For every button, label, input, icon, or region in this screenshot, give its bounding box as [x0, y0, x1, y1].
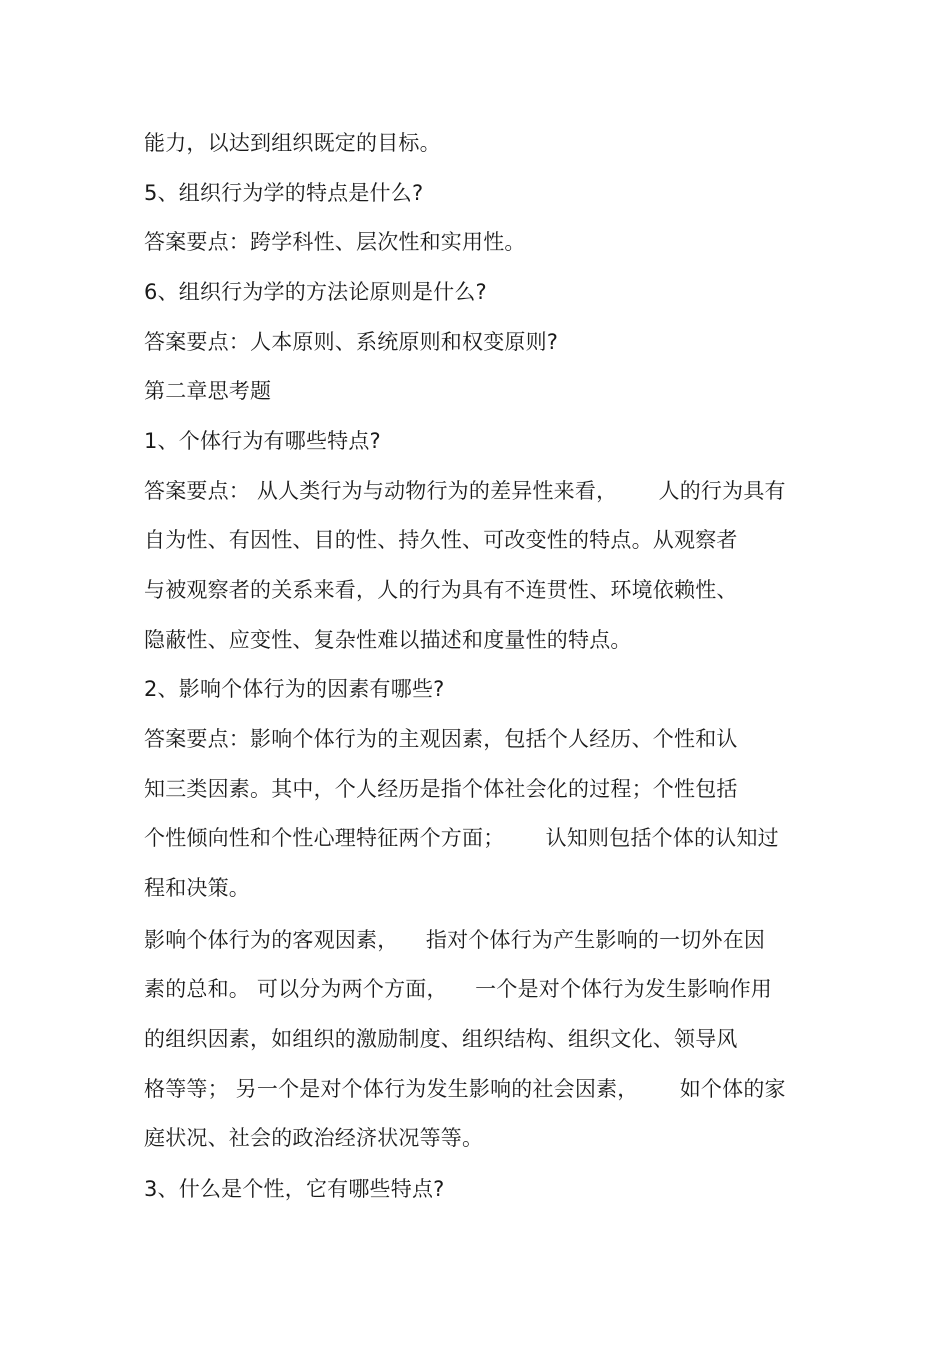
- question-5: 5、组织行为学的特点是什么?: [144, 181, 424, 205]
- answer-2-line: 个性倾向性和个性心理特征两个方面； 认知则包括个体的认知过: [144, 826, 779, 850]
- answer-2-line: 知三类因素。其中，个人经历是指个体社会化的过程；个性包括: [144, 777, 738, 801]
- question-1: 1、个体行为有哪些特点?: [144, 429, 381, 453]
- text-line: 能力，以达到组织既定的目标。: [144, 131, 441, 155]
- answer-2-line: 格等等； 另一个是对个体行为发生影响的社会因素， 如个体的家: [144, 1077, 786, 1101]
- question-6: 6、组织行为学的方法论原则是什么?: [144, 280, 487, 304]
- answer-2-line: 素的总和。 可以分为两个方面， 一个是对个体行为发生影响作用: [144, 977, 772, 1001]
- answer-2-line: 影响个体行为的客观因素， 指对个体行为产生影响的一切外在因: [144, 928, 766, 952]
- answer-1-line: 自为性、有因性、目的性、持久性、可改变性的特点。从观察者: [144, 528, 738, 552]
- question-2: 2、影响个体行为的因素有哪些?: [144, 677, 445, 701]
- answer-2-line: 程和决策。: [144, 876, 250, 900]
- answer-1-line: 隐蔽性、应变性、复杂性难以描述和度量性的特点。: [144, 628, 632, 652]
- answer-2-line: 的组织因素，如组织的激励制度、组织结构、组织文化、领导风: [144, 1027, 738, 1051]
- question-3: 3、什么是个性，它有哪些特点?: [144, 1177, 445, 1201]
- chapter-heading: 第二章思考题: [144, 379, 272, 403]
- answer-2-line: 庭状况、社会的政治经济状况等等。: [144, 1126, 484, 1150]
- answer-6: 答案要点：人本原则、系统原则和权变原则?: [144, 330, 559, 354]
- answer-5: 答案要点：跨学科性、层次性和实用性。: [144, 230, 526, 254]
- answer-2-line: 答案要点：影响个体行为的主观因素，包括个人经历、个性和认: [144, 727, 738, 751]
- answer-1-line: 答案要点： 从人类行为与动物行为的差异性来看， 人的行为具有: [144, 479, 786, 503]
- answer-1-line: 与被观察者的关系来看，人的行为具有不连贯性、环境依赖性、: [144, 578, 738, 602]
